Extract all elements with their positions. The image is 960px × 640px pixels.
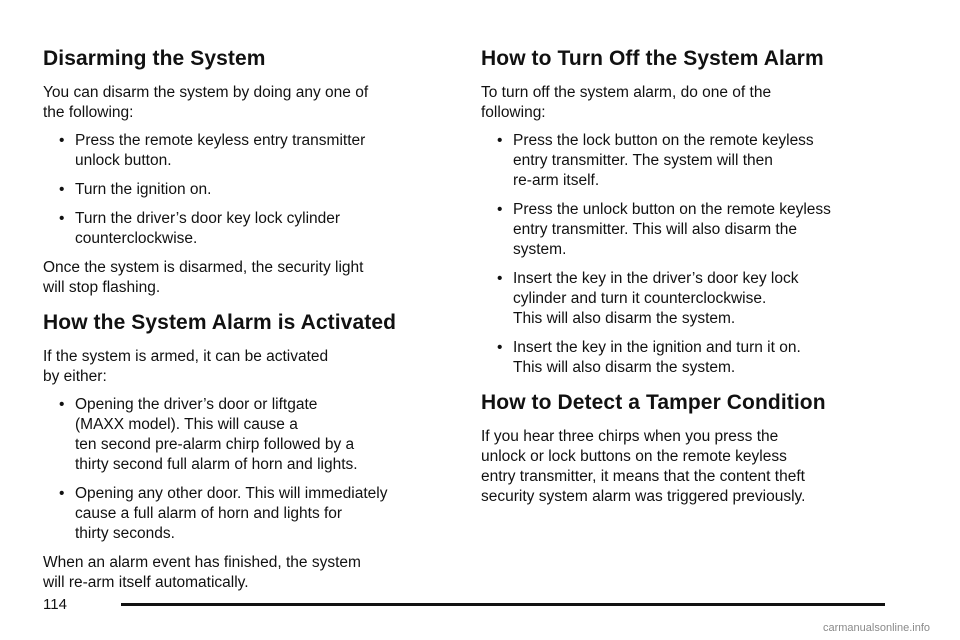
bullet-icon: • — [497, 201, 503, 218]
section-turn-off-alarm — [481, 46, 901, 378]
bullet-icon: • — [497, 132, 503, 149]
paragraph: If the system is armed, it can be activated by either: — [43, 348, 329, 385]
list-item: • Turn the driver’s door key lock cylinder counterclockwise. — [59, 210, 341, 247]
list-item: • Press the lock button on the remote keyless entry transmitter. The system will then re-arm itself. — [497, 132, 814, 189]
list-item: • Insert the key in the driver’s door key lock cylinder and turn it counterclockwise. This will also disarm the system. — [497, 270, 799, 327]
bullet-icon: • — [497, 339, 503, 356]
page-number: 114 — [43, 596, 67, 613]
heading-turn-off-alarm: How to Turn Off the System Alarm — [481, 47, 824, 70]
list-item: • Press the unlock button on the remote keyless entry transmitter. This will also disarm the system. — [497, 201, 831, 258]
bullet-list — [481, 131, 901, 378]
section-tamper-condition — [481, 390, 901, 507]
paragraph: When an alarm event has finished, the system will re-arm itself automatically. — [43, 554, 361, 591]
paragraph: You can disarm the system by doing any one of the following: — [43, 84, 369, 121]
paragraph: If you hear three chirps when you press the unlock or lock buttons on the remote keyless entry transmitter, it means that the content theft security system alarm was triggered previously. — [481, 428, 806, 505]
section-disarming — [43, 46, 453, 298]
bullet-icon: • — [59, 210, 65, 227]
watermark: carmanualsonline.info — [822, 622, 930, 634]
paragraph: Once the system is disarmed, the security light will stop flashing. — [43, 259, 364, 296]
list-item: • Turn the ignition on. — [59, 181, 212, 198]
bullet-icon: • — [59, 485, 65, 502]
list-item: • Press the remote keyless entry transmitter unlock button. — [59, 132, 366, 169]
heading-alarm-activated: How the System Alarm is Activated — [43, 311, 397, 334]
bullet-icon: • — [59, 132, 65, 149]
paragraph: To turn off the system alarm, do one of the following: — [481, 84, 772, 121]
footer-rule — [121, 603, 885, 606]
bullet-list — [43, 131, 453, 249]
heading-disarming: Disarming the System — [43, 47, 266, 70]
bullet-icon: • — [497, 270, 503, 287]
list-item: • Opening the driver’s door or liftgate (MAXX model). This will cause a ten second pre-alarm chirp followed by a thirty second full alarm of horn and lights. — [59, 396, 358, 473]
bullet-icon: • — [59, 181, 65, 198]
right-column — [481, 46, 901, 515]
list-item: • Opening any other door. This will immediately cause a full alarm of horn and lights for thirty seconds. — [59, 485, 388, 542]
left-column — [43, 46, 453, 601]
heading-tamper-condition: How to Detect a Tamper Condition — [481, 391, 826, 414]
bullet-list — [43, 395, 453, 544]
bullet-icon: • — [59, 396, 65, 413]
section-alarm-activated — [43, 310, 453, 593]
list-item: • Insert the key in the ignition and turn it on. This will also disarm the system. — [497, 339, 801, 376]
